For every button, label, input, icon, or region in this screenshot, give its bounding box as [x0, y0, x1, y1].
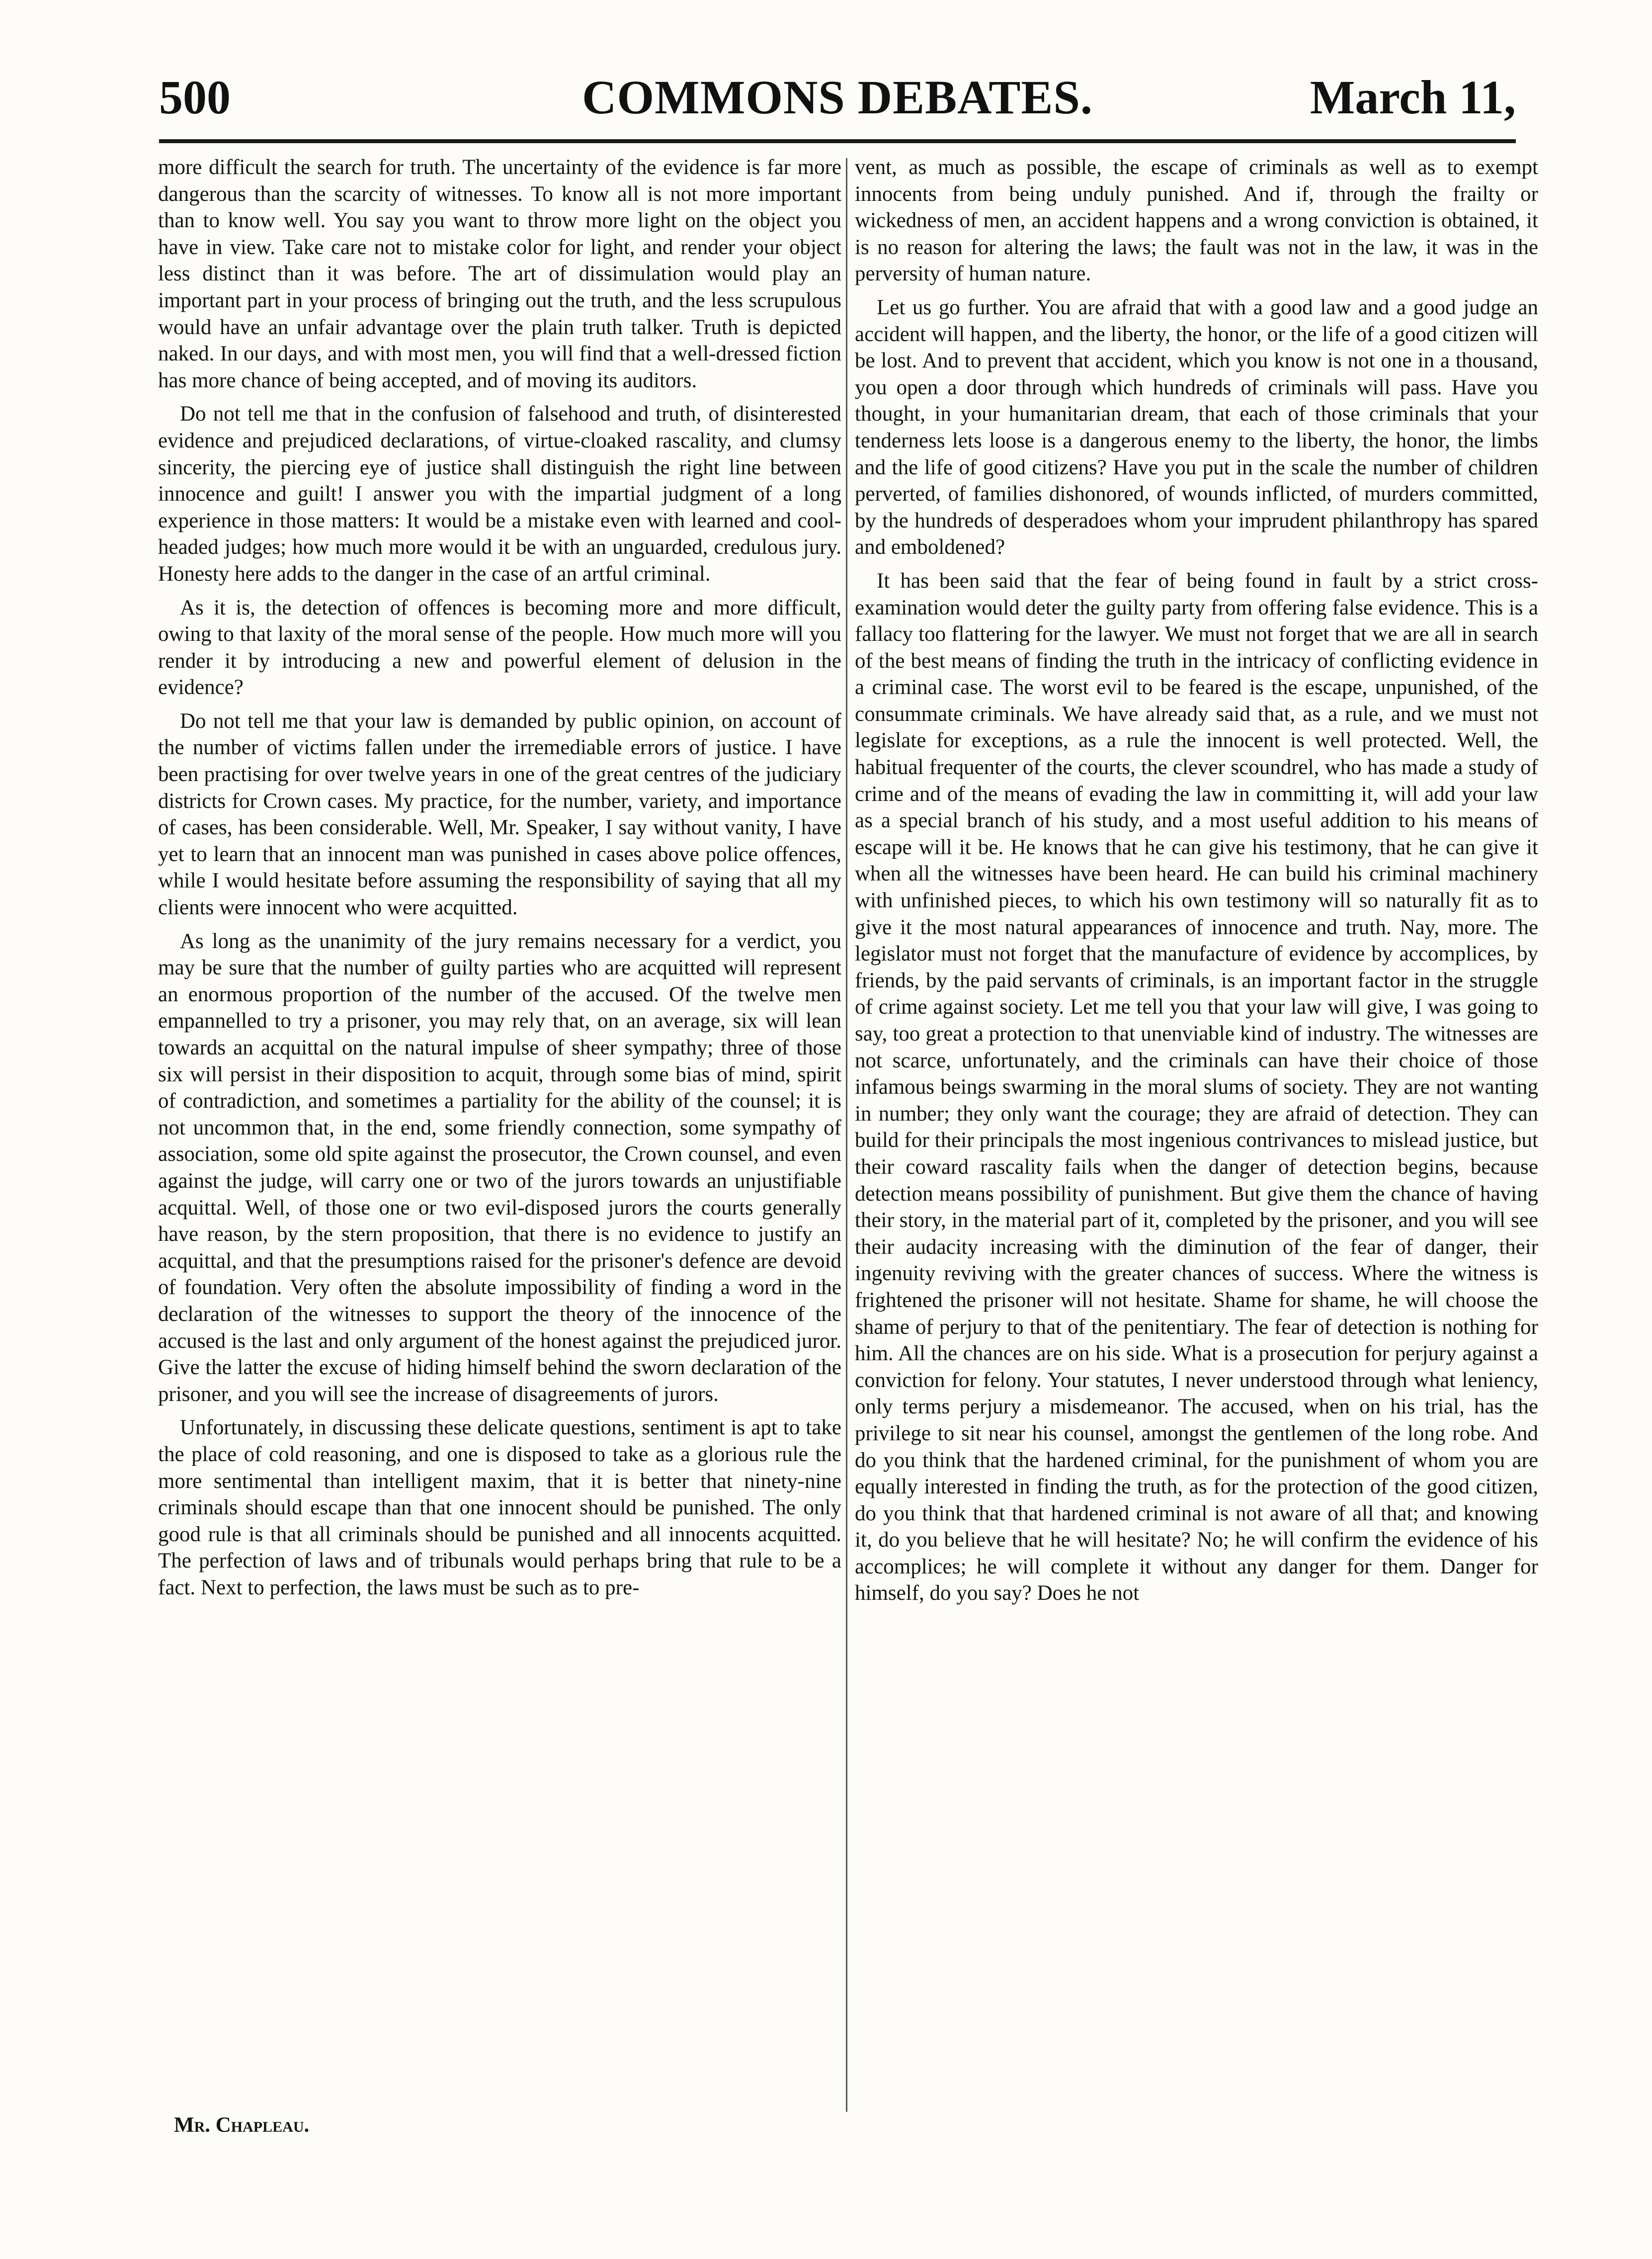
paragraph: more difficult the search for truth. The uncertainty of the evidence is far more dangerous than the scarcity of witnesses. To know all is not more important than to know well. You say you want to throw more light on the object you have in view. Take care not to mistake color for light, and render your object less distinct than it was before. The art of dissimulation would play an important part in your process of bringing out the truth, and the less scrupulous would have an unfair advantage over the plain truth talker. Truth is depicted naked. In our days, and with most men, you will find that a well-dressed fiction has more chance of being accepted, and of moving its auditors. — [158, 156, 841, 392]
publication-title: COMMONS DEBATES. — [582, 71, 1093, 124]
speaker-footer: Mr. Chapleau. — [174, 2113, 310, 2137]
page-header — [159, 70, 1516, 129]
paragraph: vent, as much as possible, the escape of criminals as well as to exempt innocents from being unduly punished. And if, through the frailty or wickedness of men, an accident happens and a wrong conviction is obtained, it is no reason for altering the laws; the fault was not in the law, it was in the perversity of human nature. — [855, 156, 1538, 286]
paragraph: As it is, the detection of offences is becoming more and more difficult, owing to that laxity of the moral sense of the people. How much more will you render it by introducing a new and powerful element of delusion in the evidence? — [158, 596, 841, 699]
right-column — [855, 154, 1538, 2113]
paragraph: Unfortunately, in discussing these delicate questions, sentiment is apt to take the place of cold reasoning, and one is disposed to take as a glorious rule the more sentimental than intelligent maxim, that it is better that ninety-nine criminals should escape than that one innocent should be punished. The only good rule is that all criminals should be punished and all innocents acquitted. The perfection of laws and of tribunals would perhaps bring that rule to be a fact. Next to perfection, the laws must be such as to pre- — [158, 1416, 841, 1599]
page-number: 500 — [159, 71, 231, 124]
paragraph: Do not tell me that in the confusion of falsehood and truth, of disinterested evidence and prejudiced declarations, of virtue-cloaked rascality, and clumsy sincerity, the piercing eye of justice shall distinguish the right line between innocence and guilt! I answer you with the impartial judgment of a long experience in those matters: It would be a mistake even with learned and cool-headed judges; how much more would it be with an unguarded, credulous jury. Honesty here adds to the danger in the case of an artful criminal. — [158, 402, 841, 586]
paragraph: Let us go further. You are afraid that with a good law and a good judge an accident will happen, and the liberty, the honor, or the life of a good citizen will be lost. And to prevent that accident, which you know is not one in a thousand, you open a door through which hundreds of criminals will pass. Have you thought, in your humanitarian dream, that each of those criminals that your tenderness lets loose is a dangerous enemy to the liberty, the honor, the limbs and the life of good citizens? Have you put in the scale the number of children perverted, of families dishonored, of wounds inflicted, of murders committed, by the hundreds of desperadoes whom your imprudent philanthropy has spared and emboldened? — [855, 295, 1538, 559]
header-date: March 11, — [1310, 71, 1516, 124]
paragraph: It has been said that the fear of being found in fault by a strict cross-examination would deter the guilty party from offering false evidence. This is a fallacy too flattering for the lawyer. We must not forget that we are all in search of the best means of finding the truth in the intricacy of conflicting evidence in a criminal case. The worst evil to be feared is the escape, unpunished, of the consummate criminals. We have already said that, as a rule, and we must not legislate for exceptions, as a rule the innocent is well protected. Well, the habitual frequenter of the courts, the clever scoundrel, who has made a study of crime and of the means of evading the law in committing it, will add your law as a special branch of his study, and a most useful addition to his means of escape will it be. He knows that he can give his testimony, that he can give it when all the witnesses have been heard. He can build his criminal machinery with unfinished pieces, to which his own testimony will so naturally fit as to give it the most natural appearances of innocence and truth. Nay, more. The legislator must not forget that the manufacture of evidence by accomplices, by friends, by the paid servants of criminals, is an important factor in the struggle of crime against society. Let me tell you that your law will give, I was going to say, too great a protection to that unenviable kind of industry. The witnesses are not scarce, unfortunately, and the criminals can have their choice of those infamous beings swarming in the moral slums of society. They are not wanting in number; they only want the courage; they are afraid of detection. They can build for their principals the most ingenious contrivances to mislead justice, but their coward rascality fails when the danger of detection begins, because detection means possibility of punishment. But give them the chance of having their story, in the material part of it, completed by the prisoner, and you will see their audacity increasing with the diminution of the fear of danger, their ingenuity reviving with the greater chances of success. Where the witness is frightened the prisoner will not hesitate. Shame for shame, he will choose the shame of perjury to that of the penitentiary. The fear of detection is nothing for him. All the chances are on his side. What is a prosecution for perjury against a conviction for felony. Your statutes, I never understood through what leniency, only terms perjury a misdemeanor. The accused, when on his trial, has the privilege to sit near his counsel, amongst the gentlemen of the long robe. And do you think that the hardened criminal, for the punishment of whom you are equally interested in finding the truth, as for the protection of the good citizen, do you think that that hardened criminal is not aware of all that; and knowing it, do you believe that he will hesitate? No; he will confirm the evidence of his accomplices; he will complete it without any danger for them. Danger for himself, do you say? Does he not — [855, 569, 1538, 1605]
paragraph: Do not tell me that your law is demanded by public opinion, on account of the number of victims fallen under the irremediable errors of justice. I have been practising for over twelve years in one of the great centres of the judiciary districts for Crown cases. My practice, for the number, variety, and importance of cases, has been considerable. Well, Mr. Speaker, I say without vanity, I have yet to learn that an innocent man was punished in cases above police offences, while I would hesitate before assuming the responsibility of saying that all my clients were innocent who were acquitted. — [158, 709, 841, 920]
left-column — [158, 154, 841, 2113]
paragraph: As long as the unanimity of the jury remains necessary for a verdict, you may be sure that the number of guilty parties who are acquitted will represent an enormous proportion of the number of the accused. Of the twelve men empannelled to try a prisoner, you may rely that, on an average, six will lean towards an acquittal on the natural impulse of sheer sympathy; three of those six will persist in their disposition to acquit, through some bias of mind, spirit of contradiction, and sometimes a partiality for the ability of the counsel; it is not uncommon that, in the end, some friendly connection, some sympathy of association, some old spite against the prosecutor, the Crown counsel, and even against the judge, will carry one or two of the jurors towards an unjustifiable acquittal. Well, of those one or two evil-disposed jurors the courts generally have reason, by the stern proposition, that there is no evidence to justify an acquittal, and that the presumptions raised for the prisoner's defence are devoid of foundation. Very often the absolute impossibility of finding a word in the declaration of the witnesses to support the theory of the innocence of the accused is the last and only argument of the honest against the prejudiced juror. Give the latter the excuse of hiding himself behind the sworn declaration of the prisoner, and you will see the increase of disagreements of jurors. — [158, 929, 841, 1406]
column-divider — [846, 158, 847, 2112]
header-rule — [159, 139, 1516, 143]
